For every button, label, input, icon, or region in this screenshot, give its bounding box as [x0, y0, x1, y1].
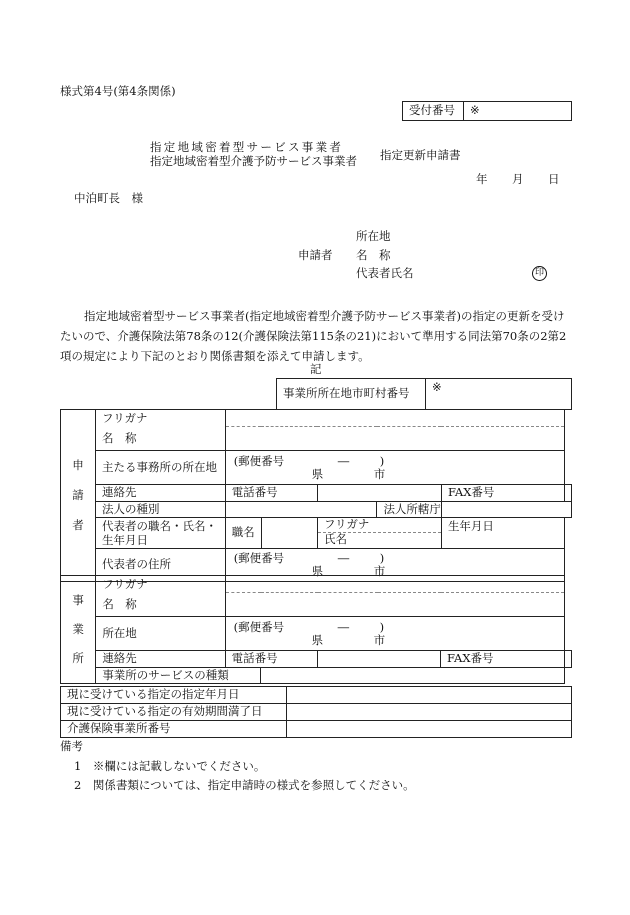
postal-close: ) — [379, 453, 385, 468]
representative-label: 代表者氏名 — [356, 266, 414, 280]
service-type-label: 事業所のサービスの種類 — [96, 668, 261, 684]
applicant-side-char-3: 者 — [72, 518, 84, 533]
office-prefecture-label: 県 — [311, 632, 324, 647]
designation-date-field[interactable] — [286, 687, 571, 704]
office-side-char-2: 業 — [72, 621, 84, 636]
corp-office-field[interactable] — [441, 502, 571, 518]
date-month: 月 — [512, 172, 524, 186]
municipal-code-label: 事業所所在地市町村番号 — [277, 379, 426, 410]
corp-type-label: 法人の種別 — [96, 502, 226, 518]
date-day: 日 — [548, 172, 560, 186]
addressee: 中泊町長 様 — [74, 191, 143, 205]
corp-type-field[interactable] — [225, 502, 377, 518]
rep-furigana-label: フリガナ — [318, 518, 441, 533]
applicant-label: 申請者 — [298, 248, 333, 262]
applicant-furigana-label: フリガナ — [96, 410, 226, 427]
applicant-side-label — [61, 410, 96, 582]
applicant-name-label: 名 称 — [356, 248, 391, 262]
office-phone-label: 電話番号 — [225, 651, 318, 668]
office-phone-field[interactable] — [318, 651, 441, 668]
rep-postal-open: (郵便番号 — [233, 551, 285, 565]
form-number: 様式第4号(第4条関係) — [60, 84, 176, 98]
validity-end-label: 現に受けている指定の有効期間満了日 — [61, 704, 287, 721]
applicant-fax-field[interactable] — [565, 485, 572, 502]
receipt-number-label: 受付番号 — [403, 102, 464, 121]
receipt-number-box — [402, 101, 572, 121]
prefecture-label: 県 — [311, 466, 324, 481]
rep-post-label: 職名 — [225, 518, 261, 549]
municipal-code-field[interactable]: ※ — [426, 379, 572, 410]
office-location-field[interactable] — [225, 617, 564, 651]
office-side-label — [61, 576, 96, 684]
title-suffix: 指定更新申請書 — [380, 148, 461, 162]
rep-postal-dash: ― — [337, 551, 350, 565]
rep-title-label: 代表者の職名・氏名・生年月日 — [96, 518, 226, 549]
office-postal-dash: ― — [337, 619, 350, 634]
title-line-2: 指定地域密着型介護予防サービス事業者 — [150, 154, 357, 168]
notes-title: 備考 — [60, 739, 83, 753]
rep-address-label: 代表者の住所 — [96, 549, 226, 582]
office-postal-open: (郵便番号 — [233, 619, 285, 634]
designation-table — [60, 686, 572, 738]
rep-prefecture-label: 県 — [311, 564, 324, 578]
office-name-field[interactable] — [225, 593, 564, 617]
applicant-side-char-1: 申 — [72, 457, 84, 472]
office-postal-close: ) — [379, 619, 385, 634]
postal-dash: ― — [337, 453, 350, 468]
office-city-label: 市 — [373, 632, 386, 647]
corp-office-label: 法人所轄庁 — [377, 502, 442, 518]
office-number-label: 介護保険事業所番号 — [61, 721, 287, 738]
seal-mark: 印 — [532, 266, 547, 281]
applicant-address-label: 所在地 — [356, 229, 391, 243]
rep-city-label: 市 — [373, 564, 386, 578]
applicant-fax-label: FAX番号 — [441, 485, 564, 502]
applicant-furigana-field[interactable] — [225, 410, 564, 427]
seal-icon — [532, 266, 547, 281]
validity-end-field[interactable] — [286, 704, 571, 721]
rep-postal-close: ) — [379, 551, 385, 565]
applicant-name-field[interactable] — [225, 427, 564, 451]
ki-mark: 記 — [310, 362, 322, 376]
office-table — [60, 575, 572, 684]
rep-name-cell — [317, 518, 441, 549]
municipal-code-box — [276, 378, 572, 410]
office-side-char-1: 事 — [72, 592, 84, 607]
main-office-field[interactable] — [225, 451, 564, 485]
office-furigana-label: フリガナ — [96, 576, 225, 593]
office-location-label: 所在地 — [96, 617, 225, 651]
rep-post-field[interactable] — [261, 518, 317, 549]
applicant-name-row-label: 名 称 — [96, 427, 226, 451]
applicant-phone-field[interactable] — [317, 485, 441, 502]
date-year: 年 — [476, 172, 488, 186]
note-item-2: 2 関係書類については、指定申請時の様式を参照してください。 — [74, 778, 415, 792]
service-type-field[interactable] — [261, 668, 565, 684]
rep-birth-label: 生年月日 — [441, 518, 564, 549]
applicant-contact-label: 連絡先 — [96, 485, 226, 502]
main-office-label: 主たる事務所の所在地 — [96, 451, 226, 485]
office-contact-label: 連絡先 — [96, 651, 225, 668]
office-side-char-3: 所 — [72, 651, 84, 666]
office-fax-field[interactable] — [565, 651, 572, 668]
body-text: 指定地域密着型サービス事業者(指定地域密着型介護予防サービス事業者)の指定の更新を受けたいので、介護保険法第78条の12(介護保険法第115条の21)において準用する同法第70条の2第2項の規定により下記のとおり関係書類を添えて申請します。 — [60, 309, 567, 363]
note-item-1: 1 ※欄には記載しないでください。 — [74, 759, 266, 773]
postal-open: (郵便番号 — [233, 453, 285, 468]
applicant-side-char-2: 請 — [72, 487, 84, 502]
designation-date-label: 現に受けている指定の指定年月日 — [61, 687, 287, 704]
applicant-phone-label: 電話番号 — [225, 485, 317, 502]
title-line-1: 指定地域密着型サービス事業者 — [150, 140, 344, 154]
office-name-label: 名 称 — [96, 593, 225, 617]
office-number-field[interactable] — [286, 721, 571, 738]
main-form-table — [60, 409, 572, 582]
city-label: 市 — [373, 466, 386, 481]
office-fax-label: FAX番号 — [441, 651, 565, 668]
office-furigana-field[interactable] — [225, 576, 564, 593]
rep-full-name-label: 氏名 — [323, 532, 347, 546]
receipt-number-field[interactable]: ※ — [464, 102, 572, 121]
